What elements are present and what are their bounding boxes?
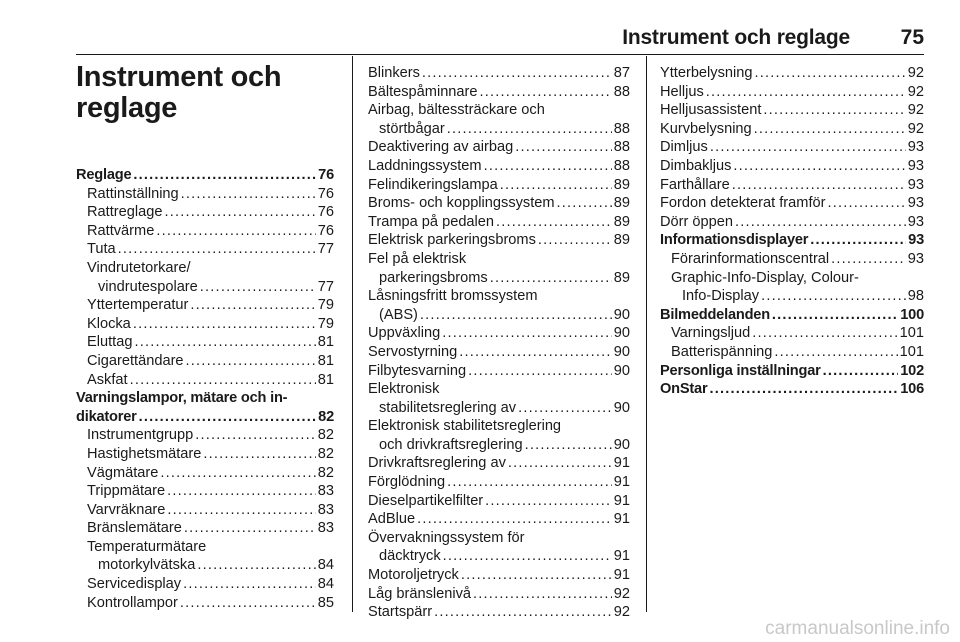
toc-entry-label: Personliga inställningar [660, 362, 821, 379]
leader-dots [557, 194, 612, 213]
leader-dots [181, 185, 316, 204]
leader-dots [203, 445, 315, 464]
toc-page-number: 92 [907, 83, 924, 100]
toc-entry-label: Batterispänning [671, 343, 773, 360]
toc-entry[interactable] [368, 194, 630, 213]
toc-entry-label: däcktryck [379, 548, 441, 565]
toc-page-number: 101 [899, 325, 924, 342]
toc-entry-label: Airbag, bältessträckare och [368, 102, 545, 119]
leader-dots [709, 380, 898, 399]
toc-entry-label: Förglödning [368, 474, 446, 491]
toc-entry-label: Deaktivering av airbag [368, 139, 514, 156]
toc-page-number: 82 [318, 408, 334, 425]
header-rule [76, 54, 924, 55]
toc-entry[interactable] [368, 64, 630, 83]
toc-entry-label: Felindikeringslampa [368, 176, 498, 193]
toc-entry[interactable] [368, 138, 630, 157]
toc-page-number: 85 [317, 594, 334, 611]
column-divider [646, 56, 647, 612]
toc-entry-label: Dieselpartikelfilter [368, 492, 484, 509]
leader-dots [183, 575, 316, 594]
toc-page-number: 92 [907, 65, 924, 81]
toc-page-number: 79 [317, 315, 334, 332]
leader-dots [538, 231, 612, 250]
toc-entry[interactable] [368, 213, 630, 232]
toc-entry-label: Varningsljud [671, 325, 751, 342]
toc-entry[interactable] [76, 445, 334, 464]
toc-entry-label: Dimbakljus [660, 157, 732, 174]
leader-dots [167, 501, 315, 520]
toc-entry-label: Förarinformationscentral [671, 250, 830, 267]
leader-dots [752, 324, 897, 343]
toc-entry[interactable] [368, 176, 630, 195]
leader-dots [167, 482, 316, 501]
toc-section-personliga-installningar[interactable] [660, 362, 924, 381]
toc-entry-label: stabilitetsreglering av [379, 399, 517, 416]
toc-entry[interactable] [76, 371, 334, 390]
toc-entry-label: Dörr öppen [660, 213, 734, 230]
toc-section-varningslampor[interactable] [76, 389, 334, 426]
leader-dots [447, 120, 612, 139]
toc-entry[interactable] [76, 352, 334, 371]
toc-entry-label: Låg bränslenivå [368, 585, 472, 602]
toc-entry-label: och drivkraftsreglering [379, 436, 523, 453]
toc-page-number: 77 [317, 241, 334, 258]
toc-page-number: 92 [907, 102, 924, 119]
toc-page-number: 90 [613, 306, 630, 323]
toc-entry[interactable] [660, 120, 924, 139]
leader-dots [490, 269, 612, 288]
toc-section-informationsdisplayer[interactable] [660, 231, 924, 250]
toc-page-number: 93 [907, 250, 924, 267]
toc-page-number: 84 [317, 576, 334, 593]
toc-page-number: 77 [317, 278, 334, 295]
leader-dots [473, 585, 612, 604]
toc-entry[interactable] [368, 101, 630, 138]
toc-page-number: 90 [613, 362, 630, 379]
toc-entry-label: Reglage [76, 167, 132, 183]
toc-entry-label: Helljus [660, 83, 704, 100]
toc-entry[interactable] [660, 83, 924, 102]
toc-section-bilmeddelanden[interactable] [660, 306, 924, 325]
toc-page-number: 91 [613, 455, 630, 472]
toc-entry-label: AdBlue [368, 511, 416, 528]
toc-page-number: 88 [613, 157, 630, 174]
toc-page-number: 82 [317, 445, 334, 462]
toc-entry-label: OnStar [660, 381, 708, 398]
toc-entry[interactable] [368, 83, 630, 102]
toc-entry[interactable] [76, 296, 334, 315]
toc-page-number: 91 [613, 548, 630, 565]
toc-entry-label: Rattreglage [87, 204, 163, 221]
toc-page-number: 88 [613, 83, 630, 100]
toc-entry-label: Elektrisk parkeringsbroms [368, 232, 536, 249]
toc-page-number: 89 [613, 269, 630, 286]
toc-entry-label: Drivkraftsreglering av [368, 455, 506, 472]
toc-page-number: 81 [317, 334, 334, 351]
toc-page-number: 91 [613, 474, 630, 491]
toc-entry[interactable] [368, 473, 630, 492]
toc-column-3 [660, 64, 924, 399]
toc-entry-label: Varvräknare [87, 501, 166, 518]
toc-entry-label: (ABS) [379, 306, 418, 323]
leader-dots [195, 426, 315, 445]
toc-page-number: 91 [613, 567, 630, 584]
leader-dots [200, 278, 316, 297]
leader-dots [133, 166, 316, 185]
chapter-title: Instrument och reglage [76, 61, 282, 124]
toc-entry-label: vindrutespolare [98, 278, 198, 295]
toc-entry-label: Servicedisplay [87, 576, 182, 593]
toc-entry-label: Yttertemperatur [87, 297, 189, 314]
toc-entry[interactable] [368, 324, 630, 343]
toc-entry[interactable] [76, 594, 334, 613]
toc-entry[interactable] [368, 250, 630, 287]
toc-page-number: 82 [317, 427, 334, 444]
leader-dots [156, 222, 315, 241]
toc-page-number: 100 [900, 306, 924, 323]
toc-entry[interactable] [368, 380, 630, 417]
toc-entry[interactable] [368, 287, 630, 324]
leader-dots [485, 492, 612, 511]
toc-entry-label: Blinkers [368, 65, 420, 81]
toc-entry[interactable] [76, 501, 334, 520]
leader-dots [823, 362, 899, 381]
toc-page-number: 88 [613, 120, 630, 137]
watermark: carmanualsonline.info [765, 618, 950, 639]
toc-entry[interactable] [660, 194, 924, 213]
toc-page-number: 76 [318, 167, 334, 183]
toc-entry-label: Info-Display [682, 288, 760, 305]
leader-dots [459, 343, 612, 362]
toc-page-number: 90 [613, 343, 630, 360]
toc-section-onstar[interactable] [660, 380, 924, 399]
toc-entry[interactable] [660, 138, 924, 157]
toc-page-number: 76 [317, 185, 334, 202]
toc-entry-label: Rattinställning [87, 185, 179, 202]
toc-column-2 [368, 64, 630, 622]
toc-page-number: 106 [900, 381, 924, 398]
toc-entry[interactable] [368, 510, 630, 529]
toc-page-number: 93 [907, 157, 924, 174]
toc-page-number: 98 [907, 288, 924, 305]
leader-dots [518, 399, 612, 418]
toc-entry-label: Trippmätare [87, 483, 166, 500]
toc-entry[interactable] [660, 343, 924, 362]
toc-entry-label: Broms- och kopplingssystem [368, 195, 555, 212]
toc-page-number: 91 [613, 492, 630, 509]
leader-dots [434, 603, 612, 622]
toc-page-number: 93 [907, 139, 924, 156]
toc-page-number: 90 [613, 436, 630, 453]
toc-entry[interactable] [76, 185, 334, 204]
toc-entry[interactable] [76, 222, 334, 241]
leader-dots [184, 519, 316, 538]
toc-entry-label: Startspärr [368, 604, 433, 621]
toc-entry-label: Graphic-Info-Display, Colour- [671, 269, 859, 286]
leader-dots [508, 454, 612, 473]
toc-page-number: 83 [317, 520, 334, 537]
toc-entry[interactable] [660, 101, 924, 120]
leader-dots [180, 594, 316, 613]
toc-entry[interactable] [660, 213, 924, 232]
leader-dots [130, 371, 316, 390]
toc-page-number: 82 [317, 464, 334, 481]
leader-dots [754, 120, 906, 139]
toc-entry-label: dikatorer [76, 408, 137, 425]
toc-entry[interactable] [368, 231, 630, 250]
toc-page-number: 93 [907, 195, 924, 212]
toc-entry-label: Uppväxling [368, 325, 441, 342]
toc-entry-label: Elektronisk [368, 381, 440, 398]
leader-dots [710, 138, 906, 157]
leader-dots [735, 213, 906, 232]
leader-dots [706, 83, 906, 102]
toc-entry-label: Eluttag [87, 334, 133, 351]
toc-entry[interactable] [76, 482, 334, 501]
toc-page-number: 93 [907, 213, 924, 230]
toc-entry[interactable] [368, 566, 630, 585]
toc-page-number: 79 [317, 297, 334, 314]
toc-entry-label: Temperaturmätare [87, 538, 207, 555]
leader-dots [515, 138, 612, 157]
leader-dots [772, 306, 898, 325]
toc-entry[interactable] [660, 176, 924, 195]
page-number: 75 [900, 26, 924, 49]
toc-page-number: 81 [317, 352, 334, 369]
leader-dots [763, 101, 905, 120]
toc-entry-label: Övervakningssystem för [368, 529, 525, 546]
leader-dots [422, 64, 612, 83]
page-header [0, 0, 960, 56]
toc-page-number: 92 [907, 120, 924, 137]
toc-entry-label: motorkylvätska [98, 557, 196, 574]
toc-entry[interactable] [76, 575, 334, 594]
toc-entry-label: Ytterbelysning [660, 65, 753, 81]
toc-entry-label: Elektronisk stabilitetsreglering [368, 418, 562, 435]
toc-entry[interactable] [660, 250, 924, 269]
leader-dots [468, 362, 612, 381]
leader-dots [525, 436, 612, 455]
toc-entry-label: Vindrutetorkare/ [87, 259, 191, 276]
toc-entry-label: Låsningsfritt bromssystem [368, 288, 538, 305]
toc-entry[interactable] [660, 157, 924, 176]
toc-page-number: 93 [908, 232, 924, 249]
leader-dots [139, 408, 317, 427]
toc-entry-label: Fordon detekterat framför [660, 195, 826, 212]
leader-dots [443, 547, 612, 566]
toc-column-1 [76, 62, 334, 612]
leader-dots [190, 296, 315, 315]
toc-entry-label: Askfat [87, 371, 128, 388]
leader-dots [118, 240, 316, 259]
toc-entry-label: Varningslampor, mätare och in- [76, 390, 288, 407]
leader-dots [480, 83, 612, 102]
toc-entry[interactable] [368, 454, 630, 473]
column-divider [352, 56, 353, 612]
leader-dots [417, 510, 612, 529]
toc-entry[interactable] [76, 203, 334, 222]
toc-page-number: 89 [613, 176, 630, 193]
leader-dots [420, 306, 612, 325]
toc-entry[interactable] [76, 315, 334, 334]
toc-entry[interactable] [76, 240, 334, 259]
toc-page-number: 101 [899, 343, 924, 360]
toc-entry-label: Motoroljetryck [368, 567, 459, 584]
leader-dots [134, 333, 315, 352]
toc-entry-label: Filbytesvarning [368, 362, 467, 379]
toc-entry[interactable] [368, 585, 630, 604]
toc-entry-label: Bältespåminnare [368, 83, 478, 100]
toc-entry-label: Helljusassistent [660, 102, 762, 119]
toc-entry[interactable] [368, 492, 630, 511]
toc-entry-label: Informationsdisplayer [660, 232, 809, 249]
leader-dots [774, 343, 897, 362]
toc-entry-label: Laddningssystem [368, 157, 482, 174]
toc-entry-label: Bränslemätare [87, 520, 182, 537]
toc-page-number: 84 [317, 557, 334, 574]
toc-entry[interactable] [660, 324, 924, 343]
running-header-title: Instrument och reglage [622, 26, 850, 49]
leader-dots [461, 566, 612, 585]
toc-page-number: 83 [317, 501, 334, 518]
toc-entry-label: Kontrollampor [87, 594, 178, 611]
toc-page-number: 83 [317, 483, 334, 500]
leader-dots [500, 176, 612, 195]
toc-entry-label: Instrumentgrupp [87, 427, 194, 444]
toc-entry-label: Fel på elektrisk [368, 250, 467, 267]
leader-dots [164, 203, 315, 222]
toc-page-number: 76 [317, 222, 334, 239]
toc-page-number: 89 [613, 195, 630, 212]
toc-entry-label: Dimljus [660, 139, 708, 156]
leader-dots [484, 157, 612, 176]
toc-entry-label: Kurvbelysning [660, 120, 752, 137]
toc-page-number: 90 [613, 325, 630, 342]
toc-page-number: 87 [613, 65, 630, 81]
toc-entry[interactable] [368, 529, 630, 566]
toc-page-number: 90 [613, 399, 630, 416]
leader-dots [733, 157, 905, 176]
toc-entry-label: Servostyrning [368, 343, 458, 360]
toc-entry-label: Farthållare [660, 176, 730, 193]
toc-entry-label: Vägmätare [87, 464, 159, 481]
toc-entry-label: Hastighetsmätare [87, 445, 202, 462]
leader-dots [810, 231, 906, 250]
leader-dots [831, 250, 906, 269]
toc-entry[interactable] [76, 259, 334, 296]
toc-page-number: 93 [907, 176, 924, 193]
toc-entry[interactable] [76, 333, 334, 352]
toc-page-number: 89 [613, 213, 630, 230]
leader-dots [827, 194, 905, 213]
toc-entry[interactable] [660, 64, 924, 83]
toc-page-number: 89 [613, 232, 630, 249]
leader-dots [496, 213, 612, 232]
toc-entry-label: Cigarettändare [87, 352, 184, 369]
leader-dots [447, 473, 612, 492]
toc-entry-label: Rattvärme [87, 222, 155, 239]
leader-dots [442, 324, 612, 343]
leader-dots [133, 315, 316, 334]
toc-page-number: 102 [900, 362, 924, 379]
toc-page-number: 81 [317, 371, 334, 388]
toc-page-number: 91 [613, 511, 630, 528]
toc-section-reglage[interactable] [76, 166, 334, 185]
toc-entry-label: parkeringsbroms [379, 269, 488, 286]
toc-entry[interactable] [368, 343, 630, 362]
toc-entry[interactable] [368, 157, 630, 176]
toc-entry-label: Bilmeddelanden [660, 306, 770, 323]
toc-entry[interactable] [660, 269, 924, 306]
toc-entry-label: Trampa på pedalen [368, 213, 495, 230]
leader-dots [754, 64, 905, 83]
leader-dots [186, 352, 316, 371]
toc-entry-label: störtbågar [379, 120, 445, 137]
toc-entry[interactable] [368, 417, 630, 454]
leader-dots [197, 556, 315, 575]
toc-entry-label: Klocka [87, 315, 131, 332]
toc-page-number: 92 [613, 604, 630, 621]
toc-page-number: 76 [317, 204, 334, 221]
toc-entry[interactable] [76, 538, 334, 575]
toc-page-number: 88 [613, 139, 630, 156]
toc-entry[interactable] [368, 603, 630, 622]
toc-entry[interactable] [76, 464, 334, 483]
toc-page-number: 92 [613, 585, 630, 602]
toc-entry[interactable] [76, 519, 334, 538]
leader-dots [160, 464, 315, 483]
toc-entry[interactable] [76, 426, 334, 445]
toc-entry[interactable] [368, 362, 630, 381]
leader-dots [732, 176, 906, 195]
leader-dots [761, 287, 906, 306]
toc-entry-label: Tuta [87, 241, 116, 258]
